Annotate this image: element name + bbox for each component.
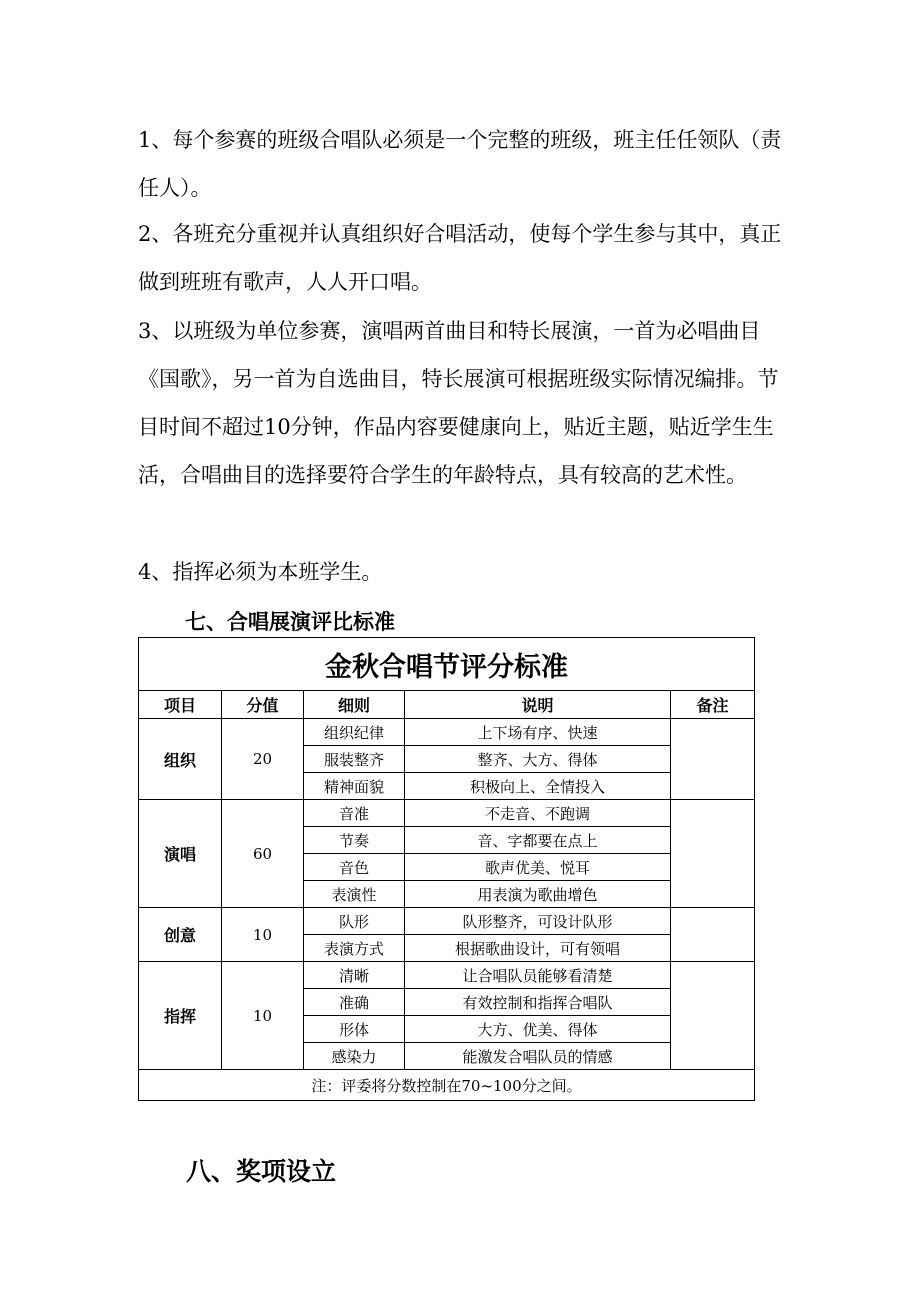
score-cell: 20 — [222, 719, 304, 800]
description-cell: 歌声优美、悦耳 — [405, 854, 671, 881]
description-cell: 有效控制和指挥合唱队 — [405, 989, 671, 1016]
detail-cell: 节奏 — [304, 827, 405, 854]
remarks-cell — [671, 908, 755, 962]
header-remarks: 备注 — [671, 691, 755, 719]
category-cell: 指挥 — [139, 962, 222, 1070]
category-cell: 演唱 — [139, 800, 222, 908]
score-cell: 60 — [222, 800, 304, 908]
detail-cell: 感染力 — [304, 1043, 405, 1070]
remarks-cell — [671, 800, 755, 908]
remarks-cell — [671, 719, 755, 800]
description-cell: 队形整齐，可设计队形 — [405, 908, 671, 935]
description-cell: 大方、优美、得体 — [405, 1016, 671, 1043]
table-row — [139, 962, 755, 989]
description-cell: 能激发合唱队员的情感 — [405, 1043, 671, 1070]
description-cell: 让合唱队员能够看清楚 — [405, 962, 671, 989]
table-row — [139, 719, 755, 746]
detail-cell: 服装整齐 — [304, 746, 405, 773]
table-row — [139, 800, 755, 827]
header-score: 分值 — [222, 691, 304, 719]
category-cell: 组织 — [139, 719, 222, 800]
header-detail: 细则 — [304, 691, 405, 719]
section-8-heading: 八、奖项设立 — [186, 1157, 337, 1186]
table-title: 金秋合唱节评分标准 — [139, 638, 755, 691]
description-cell: 整齐、大方、得体 — [405, 746, 671, 773]
category-cell: 创意 — [139, 908, 222, 962]
detail-cell: 精神面貌 — [304, 773, 405, 800]
detail-cell: 表演方式 — [304, 935, 405, 962]
table-row — [139, 908, 755, 935]
description-cell: 不走音、不跑调 — [405, 800, 671, 827]
section-7-heading: 七、合唱展演评比标准 — [185, 610, 395, 634]
detail-cell: 准确 — [304, 989, 405, 1016]
detail-cell: 组织纪律 — [304, 719, 405, 746]
scoring-table — [138, 637, 755, 1101]
detail-cell: 音准 — [304, 800, 405, 827]
header-category: 项目 — [139, 691, 222, 719]
description-cell: 上下场有序、快速 — [405, 719, 671, 746]
description-cell: 积极向上、全情投入 — [405, 773, 671, 800]
detail-cell: 音色 — [304, 854, 405, 881]
detail-cell: 清晰 — [304, 962, 405, 989]
paragraph-1: 1、每个参赛的班级合唱队必须是一个完整的班级，班主任任领队（责任人）。 — [138, 128, 782, 200]
table-note: 注：评委将分数控制在70~100分之间。 — [139, 1070, 755, 1101]
detail-cell: 表演性 — [304, 881, 405, 908]
description-cell: 音、字都要在点上 — [405, 827, 671, 854]
score-cell: 10 — [222, 962, 304, 1070]
paragraph-4: 4、指挥必须为本班学生。 — [138, 560, 383, 584]
detail-cell: 队形 — [304, 908, 405, 935]
remarks-cell — [671, 962, 755, 1070]
header-description: 说明 — [405, 691, 671, 719]
description-cell: 根据歌曲设计，可有领唱 — [405, 935, 671, 962]
paragraph-3: 3、以班级为单位参赛，演唱两首曲目和特长展演，一首为必唱曲目《国歌》，另一首为自选曲目，特长展演可根据班级实际情况编排。节目时间不超过10分钟，作品内容要健康向上，贴近主题，贴近学生生活，合唱曲目的选择要符合学生的年龄特点，具有较高的艺术性。 — [138, 319, 779, 487]
score-cell: 10 — [222, 908, 304, 962]
detail-cell: 形体 — [304, 1016, 405, 1043]
description-cell: 用表演为歌曲增色 — [405, 881, 671, 908]
paragraph-2: 2、各班充分重视并认真组织好合唱活动，使每个学生参与其中，真正做到班班有歌声，人人开口唱。 — [138, 222, 782, 294]
